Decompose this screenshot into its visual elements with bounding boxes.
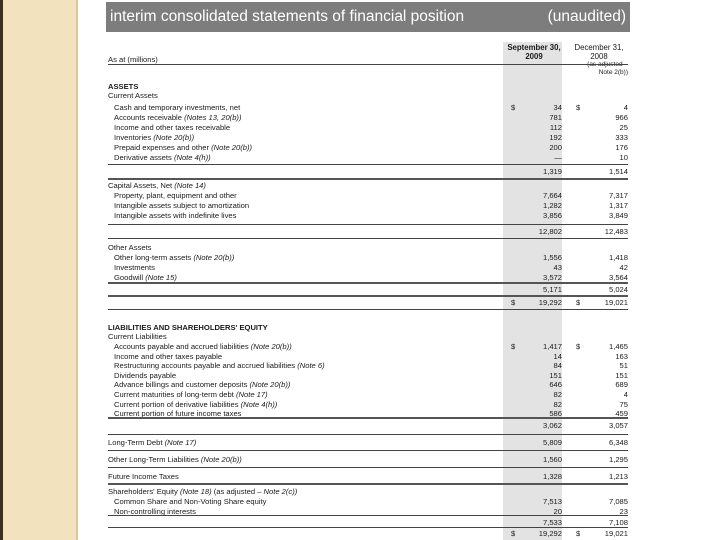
value-2008: 3,564 [608, 273, 628, 282]
value-2009: 84 [553, 361, 562, 371]
line-item-row [108, 400, 628, 410]
column-2008-adjusted-note: (as adjusted – Note 2(b)) [587, 61, 628, 76]
total-liabilities-equity: $ 19,292 $ 19,021 [511, 529, 628, 538]
line-item-row [108, 361, 628, 371]
value-2009: 34 [553, 103, 562, 112]
current-liabilities-total: 3,062 3,057 [542, 421, 628, 430]
value-2009: 7,513 [542, 497, 562, 506]
line-item-label: Advance billings and customer deposits (Note 20(b)) [114, 380, 291, 390]
line-item-label: Current maturities of long-term debt (Note 17) [114, 390, 268, 399]
assets-heading: ASSETS [108, 82, 139, 91]
currency-symbol: $ [576, 342, 581, 351]
rule [108, 224, 628, 225]
value-2009: 1,556 [542, 253, 562, 262]
line-item-label: Intangible assets with indefinite lives [114, 211, 237, 220]
value-2008: 7,085 [608, 497, 628, 506]
line-item-row [108, 342, 628, 352]
value-2008: 51 [619, 361, 628, 371]
value-2008: 689 [615, 380, 628, 390]
value-2009: 82 [553, 390, 562, 399]
statement-title: interim consolidated statements of financial position [110, 8, 465, 25]
value-2008: 176 [615, 143, 628, 152]
value-2008: 3,849 [608, 211, 628, 220]
value-2008: 459 [615, 409, 628, 419]
line-item-row [108, 103, 628, 113]
value-2008: 1,418 [608, 253, 628, 262]
value-2008: 75 [619, 399, 628, 409]
line-item-label: Non-controlling interests [114, 506, 196, 516]
capital-assets-heading: Capital Assets, Net (Note 14) [108, 181, 206, 190]
rule [108, 434, 628, 435]
value-2009: 20 [553, 506, 562, 516]
line-item-label: Other long-term assets (Note 20(b)) [114, 253, 235, 262]
shareholders-equity-heading: Shareholders' Equity (Note 18) (as adjusted – Note 2(c)) [108, 487, 298, 496]
line-item-row [108, 143, 628, 153]
rule [108, 450, 628, 451]
value-2009: 586 [549, 409, 562, 419]
value-2008: 1,465 [608, 342, 628, 351]
value-2008: 333 [615, 133, 628, 142]
line-item-row [108, 497, 628, 507]
current-liabilities-heading: Current Liabilities [108, 332, 167, 341]
rule [108, 295, 628, 297]
future-income-taxes-row: Future Income Taxes 1,328 1,213 [108, 472, 628, 481]
rule [108, 282, 628, 284]
line-item-label: Current portion of future income taxes [114, 409, 242, 419]
line-item-label: Prepaid expenses and other (Note 20(b)) [114, 143, 253, 152]
column-header-2008: December 31, 2008 [574, 43, 624, 61]
line-item-label: Income and other taxes payable [114, 351, 223, 361]
value-2009: 1,417 [542, 342, 562, 351]
value-2009: 151 [549, 370, 562, 380]
value-2008: 4 [623, 390, 628, 399]
value-2008: 7,317 [608, 191, 628, 200]
value-2009: — [554, 153, 562, 162]
long-term-debt-row: Long-Term Debt (Note 17) 5,809 6,348 [108, 438, 628, 447]
line-item-row [108, 253, 628, 263]
total-assets: $ 19,292 $ 19,021 [511, 298, 628, 307]
value-2008: 10 [619, 153, 628, 162]
line-item-label: Income and other taxes receivable [114, 123, 231, 132]
line-item-row [108, 211, 628, 221]
line-item-row [108, 133, 628, 143]
line-item-row [108, 191, 628, 201]
currency-symbol: $ [511, 103, 516, 112]
value-2009: 192 [549, 133, 562, 142]
value-2008: 1,317 [608, 201, 628, 210]
line-item-row [108, 263, 628, 273]
line-item-label: Accounts payable and accrued liabilities (Note 20(b)) [114, 342, 292, 351]
line-item-label: Dividends payable [114, 370, 177, 380]
value-2009: 1,282 [542, 201, 562, 210]
value-2008: 163 [615, 351, 628, 361]
rule [108, 238, 628, 239]
line-item-label: Current portion of derivative liabilities (Note 4(h)) [114, 399, 278, 409]
line-item-row [108, 153, 628, 163]
unaudited-label: (unaudited) [547, 8, 626, 25]
line-item-row [108, 380, 628, 390]
value-2009: 43 [553, 263, 562, 272]
header-rule [108, 64, 628, 65]
line-item-row [108, 201, 628, 211]
other-assets-total: 5,171 5,024 [542, 285, 628, 294]
line-item-label: Restructuring accounts payable and accrued liabilities (Note 6) [114, 361, 325, 371]
value-2008: 23 [619, 506, 628, 516]
liabilities-heading: LIABILITIES AND SHAREHOLDERS' EQUITY [108, 323, 268, 332]
line-item-label: Derivative assets (Note 4(h)) [114, 153, 211, 162]
line-item-row [108, 371, 628, 381]
capital-assets-total: 12,802 12,483 [538, 227, 628, 236]
statement-title-bar [106, 2, 630, 32]
value-2009: 112 [549, 123, 562, 132]
rule [108, 164, 628, 165]
line-item-row [108, 113, 628, 123]
currency-symbol: $ [576, 103, 581, 112]
line-item-label: Intangible assets subject to amortization [114, 201, 250, 210]
current-assets-heading: Current Assets [108, 91, 158, 100]
rule [108, 515, 628, 516]
as-at-label: As at (millions) [108, 55, 158, 64]
rule [108, 178, 628, 180]
line-item-label: Goodwill (Note 15) [114, 273, 177, 282]
rule [108, 483, 628, 485]
value-2009: 14 [553, 351, 562, 361]
value-2009: 82 [553, 399, 562, 409]
rule [108, 527, 628, 528]
value-2009: 3,856 [542, 211, 562, 220]
value-2008: 4 [623, 103, 628, 112]
other-assets-heading: Other Assets [108, 243, 152, 252]
currency-symbol: $ [511, 342, 516, 351]
rule [108, 309, 628, 310]
line-item-label: Investments [114, 263, 155, 272]
value-2009: 3,572 [542, 273, 562, 282]
value-2009: 781 [549, 113, 562, 122]
line-item-label: Accounts receivable (Notes 13, 20(b)) [114, 113, 242, 122]
value-2009: 646 [549, 380, 562, 390]
rule [108, 417, 628, 419]
line-item-label: Property, plant, equipment and other [114, 191, 237, 200]
rule [108, 467, 628, 468]
column-header-2009: September 30, 2009 [507, 43, 561, 61]
other-long-term-liabilities-row: Other Long-Term Liabilities (Note 20(b)) 1,560 1,295 [108, 455, 628, 464]
decorative-sidebar [0, 0, 78, 540]
value-2009: 7,664 [542, 191, 562, 200]
value-2008: 42 [619, 263, 628, 272]
line-item-row [108, 123, 628, 133]
value-2008: 966 [615, 113, 628, 122]
value-2009: 200 [549, 143, 562, 152]
line-item-label: Inventories (Note 20(b)) [114, 133, 195, 142]
current-assets-total: 1,319 1,514 [542, 167, 628, 176]
value-2008: 25 [619, 123, 628, 132]
line-item-label: Cash and temporary investments, net [114, 103, 241, 112]
line-item-label: Common Share and Non-Voting Share equity [114, 497, 267, 506]
line-item-row [108, 390, 628, 400]
line-item-row [108, 352, 628, 362]
value-2008: 151 [615, 370, 628, 380]
equity-total: 7,533 7,108 [542, 518, 628, 527]
